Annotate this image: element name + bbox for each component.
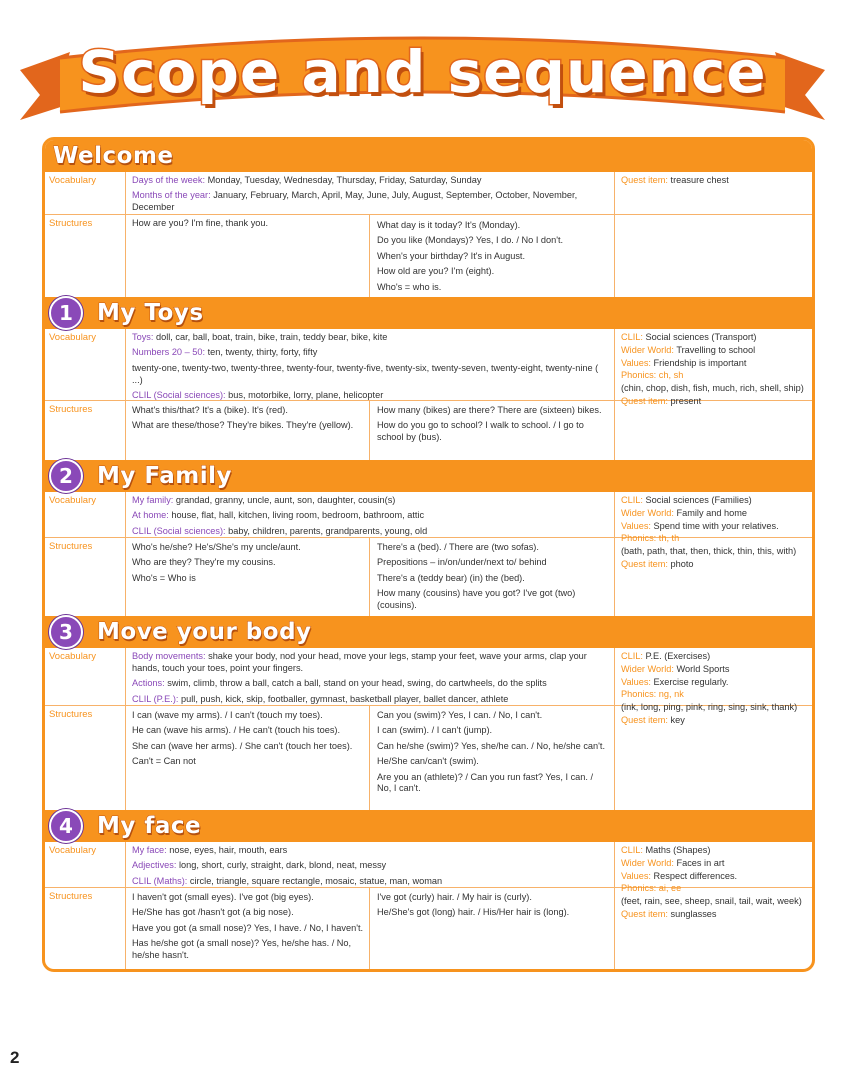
structure-line: She can (wave her arms). / She can't (touch her toes). bbox=[132, 740, 353, 751]
entry-key: CLIL: bbox=[621, 495, 643, 505]
entry-line bbox=[621, 689, 809, 701]
entry-text: (feet, rain, see, sheep, snail, tail, wait, week) bbox=[621, 896, 802, 907]
entry-line bbox=[621, 508, 809, 520]
unit-4-header bbox=[45, 810, 812, 842]
entry-key: CLIL (Social sciences): bbox=[132, 525, 226, 536]
entry-key: CLIL: bbox=[621, 845, 643, 855]
entry-key: My face: bbox=[132, 845, 167, 855]
structure-line: Has he/she got (a small nose)? Yes, he/she has. / No, he/she hasn't. bbox=[132, 938, 352, 960]
entry-key: Values: bbox=[621, 676, 651, 687]
structure-line: Can you (swim)? Yes, I can. / No, I can't. bbox=[377, 710, 543, 720]
entry-key: Wider World: bbox=[621, 857, 674, 868]
page-number: 2 bbox=[10, 1048, 20, 1067]
entry-key: CLIL (Social sciences): bbox=[132, 389, 226, 400]
entry-line bbox=[132, 694, 607, 706]
entry-text: treasure chest bbox=[667, 175, 729, 185]
structure-line: There's a (teddy bear) (in) the (bed). bbox=[377, 572, 525, 583]
welcome-vocab bbox=[132, 175, 607, 218]
entry-text: swim, climb, throw a ball, catch a ball, stand on your head, swing, do cartwheels, do the splits bbox=[164, 678, 547, 689]
entry-key: CLIL: bbox=[621, 332, 643, 342]
entry-text: Social sciences (Families) bbox=[642, 495, 752, 505]
unit-3-struct-right bbox=[377, 710, 609, 799]
entry-line bbox=[621, 495, 809, 507]
entry-line bbox=[132, 363, 607, 387]
entry-key: Wider World: bbox=[621, 344, 674, 355]
entry-key: Phonics: ai, ee bbox=[621, 883, 682, 894]
entry-line bbox=[132, 876, 607, 888]
structure-line: He/She can/can't (swim). bbox=[377, 756, 479, 767]
structure-line: What day is it today? It's (Monday). bbox=[377, 220, 521, 230]
welcome-struct-left bbox=[132, 218, 364, 233]
struct-label: Structures bbox=[49, 404, 93, 415]
unit-4-struct-row bbox=[45, 888, 812, 972]
unit-1-side bbox=[621, 332, 809, 409]
vocab-label: Vocabulary bbox=[49, 175, 97, 186]
entry-key: Wider World: bbox=[621, 507, 674, 518]
entry-text: pull, push, kick, skip, footballer, gymnast, basketball player, ballet dancer, athlete bbox=[178, 693, 509, 704]
unit-1-struct-right bbox=[377, 405, 609, 448]
structure-line: He can (wave his arms). / He can't (touch his toes). bbox=[132, 725, 341, 736]
struct-label: Structures bbox=[49, 218, 93, 229]
welcome-header bbox=[45, 140, 812, 172]
welcome-vocab-row bbox=[45, 172, 812, 215]
entry-line bbox=[132, 175, 607, 187]
structure-line: Do you like (Mondays)? Yes, I do. / No I don't. bbox=[377, 235, 564, 246]
entry-key: Quest item: bbox=[621, 558, 668, 569]
page-title: Scope and sequence bbox=[78, 38, 767, 106]
entry-text: long, short, curly, straight, dark, blond, neat, messy bbox=[176, 860, 387, 871]
entry-key: CLIL (P.E.): bbox=[132, 693, 179, 704]
entry-line bbox=[132, 190, 607, 214]
entry-text: circle, triangle, square rectangle, mosaic, statue, man, woman bbox=[187, 875, 443, 886]
structure-line: What are these/those? They're bikes. They're (yellow). bbox=[132, 420, 354, 431]
scope-table bbox=[42, 137, 815, 972]
unit-4-vocab bbox=[132, 845, 607, 891]
structure-line: Who are they? They're my cousins. bbox=[132, 557, 276, 568]
structure-line: I haven't got (small eyes). I've got (big eyes). bbox=[132, 892, 314, 902]
unit-3-header bbox=[45, 616, 812, 648]
unit-title: Move your body bbox=[97, 619, 312, 645]
entry-text: baby, children, parents, grandparents, young, old bbox=[225, 525, 428, 536]
entry-text: doll, car, ball, boat, train, bike, train, teddy bear, bike, kite bbox=[153, 332, 388, 342]
entry-line bbox=[621, 345, 809, 357]
entry-line bbox=[621, 677, 809, 689]
welcome-struct-right bbox=[377, 220, 609, 297]
entry-line bbox=[132, 510, 607, 522]
entry-key: Wider World: bbox=[621, 663, 674, 674]
vocab-label: Vocabulary bbox=[49, 651, 97, 662]
unit-3-vocab bbox=[132, 651, 607, 709]
vocab-label: Vocabulary bbox=[49, 495, 97, 506]
entry-text: shake your body, nod your head, move your legs, stamp your feet, wave your arms, clap your hands, touch your toes, point your fingers. bbox=[132, 651, 587, 673]
entry-key: CLIL (Maths): bbox=[132, 875, 188, 886]
entry-key: Body movements: bbox=[132, 651, 206, 661]
unit-2-header bbox=[45, 460, 812, 492]
structure-line: How old are you? I'm (eight). bbox=[377, 266, 495, 277]
entry-key: Numbers 20 – 50: bbox=[132, 347, 206, 358]
entry-text: Exercise regularly. bbox=[650, 676, 729, 687]
entry-key: Quest item: bbox=[621, 908, 668, 919]
welcome-struct-row bbox=[45, 215, 812, 297]
entry-key: Quest item: bbox=[621, 714, 668, 725]
struct-label: Structures bbox=[49, 541, 93, 552]
entry-line bbox=[621, 845, 809, 857]
entry-key: Quest item: bbox=[621, 175, 668, 185]
structure-line: There's a (bed). / There are (two sofas). bbox=[377, 542, 539, 552]
unit-1-vocab bbox=[132, 332, 607, 405]
title-banner bbox=[0, 0, 845, 135]
structure-line: When's your birthday? It's in August. bbox=[377, 250, 526, 261]
structure-line: Have you got (a small nose)? Yes, I have. / No, I haven't. bbox=[132, 922, 364, 933]
entry-line bbox=[132, 860, 607, 872]
structure-line: Are you an (athlete)? / Can you run fast? Yes, I can. / No, I can't. bbox=[377, 771, 594, 794]
entry-text: (bath, path, that, then, thick, thin, this, with) bbox=[621, 546, 797, 557]
structure-line: I've got (curly) hair. / My hair is (curly). bbox=[377, 892, 532, 902]
structure-line: Who's he/she? He's/She's my uncle/aunt. bbox=[132, 542, 301, 552]
unit-2-struct-left bbox=[132, 542, 364, 588]
entry-text: Family and home bbox=[673, 507, 747, 518]
entry-key: Actions: bbox=[132, 678, 165, 689]
unit-number-badge: 4 bbox=[49, 809, 83, 843]
entry-line bbox=[621, 383, 809, 395]
struct-label: Structures bbox=[49, 891, 93, 902]
structure-line: Who's = Who is bbox=[132, 572, 196, 583]
structure-line: How are you? I'm fine, thank you. bbox=[132, 218, 269, 228]
entry-text: January, February, March, April, May, June, July, August, September, October, November, December bbox=[132, 190, 578, 213]
welcome-title: Welcome bbox=[53, 143, 174, 169]
entry-text: bus, motorbike, lorry, plane, helicopter bbox=[225, 389, 384, 400]
entry-text: Spend time with your relatives. bbox=[650, 520, 779, 531]
structure-line: Can't = Can not bbox=[132, 756, 196, 767]
entry-key: At home: bbox=[132, 510, 169, 521]
entry-key: My family: bbox=[132, 495, 174, 505]
entry-text: Travelling to school bbox=[673, 344, 756, 355]
entry-text: nose, eyes, hair, mouth, ears bbox=[166, 845, 288, 855]
structure-line: How many (bikes) are there? There are (sixteen) bikes. bbox=[377, 405, 602, 415]
entry-key: Values: bbox=[621, 357, 651, 368]
entry-line bbox=[132, 495, 607, 507]
entry-line bbox=[621, 332, 809, 344]
struct-label: Structures bbox=[49, 709, 93, 720]
entry-key: Quest item: bbox=[621, 395, 668, 406]
entry-key: Months of the year: bbox=[132, 190, 211, 201]
structure-line: I can (swim). / I can't (jump). bbox=[377, 725, 493, 736]
entry-text: grandad, granny, uncle, aunt, son, daughter, cousin(s) bbox=[173, 495, 396, 505]
entry-text: key bbox=[667, 714, 685, 725]
structure-line: He/She's got (long) hair. / His/Her hair is (long). bbox=[377, 907, 570, 918]
entry-line bbox=[132, 845, 607, 857]
entry-line bbox=[132, 390, 607, 402]
unit-1-header bbox=[45, 297, 812, 329]
structure-line: He/She has got /hasn't got (a big nose). bbox=[132, 907, 294, 918]
entry-text: ten, twenty, thirty, forty, fifty bbox=[205, 347, 318, 358]
unit-3-struct-row bbox=[45, 706, 812, 810]
entry-text: World Sports bbox=[673, 663, 730, 674]
entry-line bbox=[132, 526, 607, 538]
entry-key: Days of the week: bbox=[132, 175, 206, 185]
unit-title: My face bbox=[97, 813, 202, 839]
entry-text: Social sciences (Transport) bbox=[642, 332, 757, 342]
entry-key: Phonics: ch, sh bbox=[621, 370, 684, 381]
entry-text: present bbox=[667, 395, 702, 406]
unit-1-struct-row bbox=[45, 401, 812, 460]
entry-line bbox=[621, 858, 809, 870]
structure-line: I can (wave my arms). / I can't (touch my toes). bbox=[132, 710, 323, 720]
entry-key: Values: bbox=[621, 870, 651, 881]
entry-key: Values: bbox=[621, 520, 651, 531]
entry-text: Maths (Shapes) bbox=[642, 845, 711, 855]
entry-line bbox=[621, 871, 809, 883]
unit-3-struct-left bbox=[132, 710, 364, 772]
entry-line bbox=[132, 347, 607, 359]
unit-title: My Family bbox=[97, 463, 232, 489]
entry-text: Friendship is important bbox=[650, 357, 747, 368]
entry-text: Faces in art bbox=[673, 857, 725, 868]
entry-line bbox=[132, 332, 607, 344]
entry-key: Phonics: ng, nk bbox=[621, 689, 684, 700]
entry-text: P.E. (Exercises) bbox=[642, 651, 711, 661]
entry-line bbox=[621, 370, 809, 382]
structure-line: How many (cousins) have you got? I've got (two) (cousins). bbox=[377, 588, 576, 610]
unit-2-vocab bbox=[132, 495, 607, 541]
structure-line: Who's = who is. bbox=[377, 281, 442, 292]
unit-4-struct-left bbox=[132, 892, 364, 965]
entry-line bbox=[621, 651, 809, 663]
unit-1-struct-left bbox=[132, 405, 364, 436]
entry-key: Phonics: th, th bbox=[621, 533, 680, 544]
entry-text: Respect differences. bbox=[650, 870, 738, 881]
structure-line: What's this/that? It's a (bike). It's (red). bbox=[132, 405, 288, 415]
structure-line: Prepositions – in/on/under/next to/ behind bbox=[377, 557, 547, 568]
entry-line bbox=[621, 521, 809, 533]
unit-number-badge: 3 bbox=[49, 615, 83, 649]
entry-line bbox=[621, 358, 809, 370]
unit-1-vocab-row bbox=[45, 329, 812, 406]
entry-key: CLIL: bbox=[621, 651, 643, 661]
structure-line: Can he/she (swim)? Yes, she/he can. / No, he/she can't. bbox=[377, 740, 605, 751]
unit-2-struct-right bbox=[377, 542, 609, 615]
entry-text: (chin, chop, dish, fish, much, rich, shell, ship) bbox=[621, 383, 804, 394]
structure-line: How do you go to school? I walk to school. / I go to school by (bus). bbox=[377, 420, 584, 443]
unit-number-badge: 1 bbox=[49, 296, 83, 330]
unit-number-badge: 2 bbox=[49, 459, 83, 493]
entry-text: house, flat, hall, kitchen, living room, bedroom, bathroom, attic bbox=[168, 510, 425, 521]
entry-line bbox=[621, 175, 809, 187]
entry-text: twenty-one, twenty-two, twenty-three, twenty-four, twenty-five, twenty-six, twenty-seven, twenty-eight, twenty-nine ( ...) bbox=[132, 362, 599, 385]
welcome-side bbox=[621, 175, 809, 190]
vocab-label: Vocabulary bbox=[49, 332, 97, 343]
entry-line bbox=[621, 664, 809, 676]
entry-text: Monday, Tuesday, Wednesday, Thursday, Friday, Saturday, Sunday bbox=[205, 175, 482, 185]
entry-line bbox=[132, 651, 607, 675]
entry-line bbox=[132, 678, 607, 690]
unit-4-struct-right bbox=[377, 892, 609, 923]
entry-text: photo bbox=[667, 558, 694, 569]
entry-key: Adjectives: bbox=[132, 860, 177, 871]
entry-text: sunglasses bbox=[667, 908, 717, 919]
unit-2-struct-row bbox=[45, 538, 812, 616]
unit-title: My Toys bbox=[97, 300, 204, 326]
entry-key: Toys: bbox=[132, 332, 154, 342]
entry-text: (ink, long, ping, pink, ring, sing, sink, thank) bbox=[621, 702, 798, 713]
vocab-label: Vocabulary bbox=[49, 845, 97, 856]
